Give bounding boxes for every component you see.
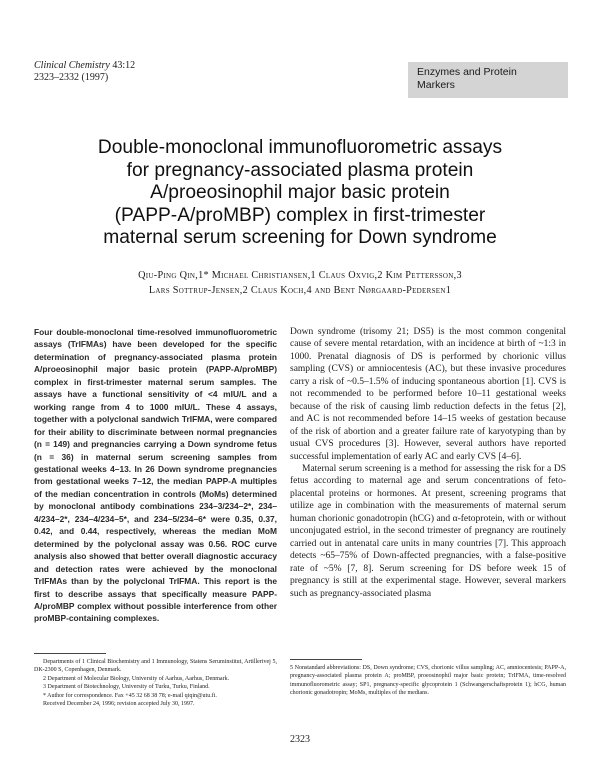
affiliation-2: 2 Department of Molecular Biology, University of Aarhus, Aarhus, Denmark. [43,675,230,682]
received-date: Received December 24, 1996; revision accepted July 30, 1997. [43,701,195,708]
affiliation-divider [34,653,106,654]
authors-line-2: Lars Sottrup-Jensen,2 Claus Koch,4 and Bent Nørgaard-Pedersen1 [148,285,452,296]
title-line-3: A/proeosinophil major basic protein [150,182,450,203]
body-paragraph-1: Down syndrome (trisomy 21; DS5) is the most common congenital cause of severe mental retardation, with an incidence at birth of ~1:3 in 1000. Prenatal diagnosis of DS is performed by chorionic villus sampling (CVS) or amniocentesis (AC), but these invasive procedures carry a risk of ~0.5–1.5% of inducing spontaneous abortion [1]. CVS is not recommended to be performed before 10–11 gestational weeks because of the risk of causing limb reduction defects in the fetus [2], and AC is not recommended before 14–15 weeks of gestation because of the risk of abortion and a greater failure rate of karyotyping than by usual CVS procedures [3]. However, several authors have reported successful implementation of early AC and early CVS [4–6]. [290,327,566,462]
body-text [290,326,566,600]
affiliations [34,658,277,708]
section-label-line-1: Enzymes and Protein [417,66,517,78]
title-line-4: (PAPP-A/proMBP) complex in first-trimester [114,204,486,226]
title-line-5: maternal serum screening for Down syndrome [103,227,497,248]
section-label-line-2: Markers [417,79,455,91]
journal-pages-year: 2323–2332 (1997) [34,72,109,83]
author-list [30,268,570,298]
journal-volume-issue: 43:12 [112,60,136,71]
affiliation-3: 3 Department of Biotechnology, University of Turku, Turku, Finland. [43,684,210,691]
affiliation-1: Departments of 1 Clinical Biochemistry and 1 Immunology, Statens Seruminstitut, Artillerivej 5, DK-2300 S, Copenhagen, Denmark. [34,659,277,674]
correspondence-note: * Author for correspondence. Fax +45 32 68 38 78; e-mail qiqin@utu.fi. [43,692,217,699]
article-title [30,137,570,250]
body-paragraph-2: Maternal serum screening is a method for assessing the risk for a DS fetus according to maternal age and serum concentrations of feto-placental proteins or hormones. At present, screening programs that utilize age in combination with the measurements of maternal serum human chorionic gonadotropin (hCG) and α-fetoprotein, with or without unconjugated estriol, in the second trimester of pregnancy are routinely carried out in antenatal care units in many countries [7]. This approach detects ~65–75% of Down-affected pregnancies, with a false-positive rate of ~5% [7, 8]. Serum screening for DS before week 15 of pregnancy is still at the experimental stage. However, several markers such as pregnancy-associated plasma [290,463,566,599]
page-number: 2323 [290,734,310,745]
abbreviations-footnote: 5 Nonstandard abbreviations: DS, Down syndrome; CVS, chorionic villus sampling; AC, amniocentesis; PAPP-A, pregnancy-associated plasma protein A; proMBP, proeosinophil major basic protein; TrIFMA, time-resolved immunofluorometric assay; SP1, pregnancy-specific glycoprotein 1 (Schwangerschaftsprotein 1); hCG, human chorionic gonadotropin; MoMs, multiples of the medians. [290,665,566,697]
section-label [408,62,568,98]
abstract: Four double-monoclonal time-resolved immunofluorometric assays (TrIFMAs) have been developed for the specific determination of pregnancy-associated plasma protein A/proeosinophil major basic protein (PAPP-A/proMBP) complex in first-trimester maternal serum samples. The assays have a functional sensitivity of <4 mIU/L and a working range from 4 to 1000 mIU/L. These 4 assays, together with a polyclonal sandwich TrIFMA, were compared for their ability to discriminate between normal pregnancies (n = 149) and pregnancies carrying a Down syndrome fetus (n = 36) in maternal serum screening samples from gestational weeks 4–13. In 26 Down syndrome pregnancies from gestational weeks 7–12, the median PAPP-A multiples of the median concentration in controls (MoMs) determined by monoclonal antibody combinations 234–3/234–2*, 234–4/234–2*, 234–4/234–5*, and 234–5/234–6* were 0.35, 0.37, 0.42, and 0.44, respectively, whereas the median MoM determined by the polyclonal assay was 0.56. ROC curve analysis also showed that better overall diagnostic accuracy and detection rates were achieved by the monoclonal TrIFMAs than by the polyclonal TrIFMA. This report is the first to describe assays that specifically measure PAPP-A/proMBP complex without possible interference from other proMBP-containing complexes. [34,327,277,624]
title-line-2: for pregnancy-associated plasma protein [126,159,474,181]
footnote-divider [290,659,362,660]
journal-name: Clinical Chemistry [34,60,110,71]
title-line-1: Double-monoclonal immunofluorometric assays [97,137,503,158]
authors-line-1: Qiu-Ping Qin,1* Michael Christiansen,1 Claus Oxvig,2 Kim Pettersson,3 [138,270,462,281]
journal-citation [34,60,135,84]
